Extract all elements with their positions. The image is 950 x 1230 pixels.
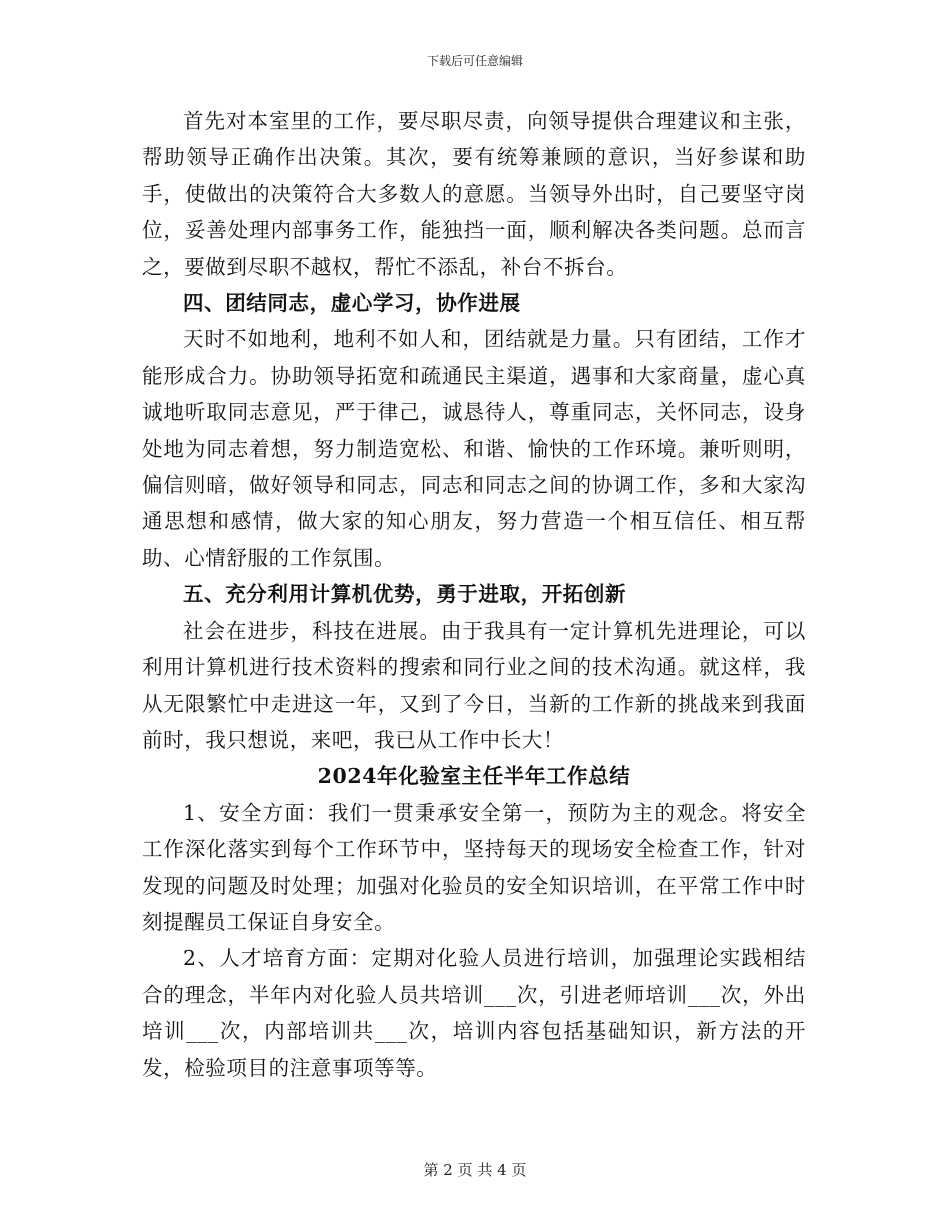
page-number-footer: 第 2 页 共 4 页 [423,1161,527,1179]
paragraph-computer: 社会在进步，科技在进展。由于我具有一定计算机先进理论，可以利用计算机进行技术资料的搜索和同行业之间的技术沟通。就这样，我从无限繁忙中走进这一年，又到了今日，当新的工作新的挑战来到我面前时，我只想说，来吧，我已从工作中长大！ [142,618,806,752]
section-heading-computer: 五、充分利用计算机优势，勇于进取，开拓创新 [183,582,627,607]
paragraph-responsibility: 首先对本室里的工作，要尽职尽责，向领导提供合理建议和主张，帮助领导正确作出决策。其次，要有统筹兼顾的意识，当好参谋和助手，使做出的决策符合大多数人的意愿。当领导外出时，自己要坚守岗位，妥善处理内部事务工作，能独挡一面，顺利解决各类问题。总而言之，要做到尽职不越权，帮忙不添乱，补台不拆台。 [142,109,806,279]
paragraph-training: 2、人才培育方面：定期对化验人员进行培训，加强理论实践相结合的理念，半年内对化验人员共培训___次，引进老师培训___次，外出培训___次，内部培训共___次，培训内容包括基础知识，新方法的开发，检验项目的注意事项等等。 [142,946,806,1080]
document-body [142,103,806,1086]
section-heading-unity: 四、团结同志，虚心学习，协作进展 [183,291,521,316]
paragraph-unity: 天时不如地利，地利不如人和，团结就是力量。只有团结，工作才能形成合力。协助领导拓宽和疏通民主渠道，遇事和大家商量，虚心真诚地听取同志意见，严于律己，诚恳待人，尊重同志，关怀同志，设身处地为同志着想，努力制造宽松、和谐、愉快的工作环境。兼听则明，偏信则暗，做好领导和同志，同志和同志之间的协调工作，多和大家沟通思想和感情，做大家的知心朋友，努力营造一个相互信任、相互帮助、心情舒服的工作氛围。 [142,327,806,570]
page-header: 下载后可任意编辑 [426,54,523,68]
paragraph-safety: 1、安全方面：我们一贯秉承安全第一，预防为主的观念。将安全工作深化落实到每个工作环节中，坚持每天的现场安全检查工作，针对发现的问题及时处理；加强对化验员的安全知识培训，在平常工作中时刻提醒员工保证自身安全。 [142,800,806,934]
document-title: 2024年化验室主任半年工作总结 [317,764,631,789]
